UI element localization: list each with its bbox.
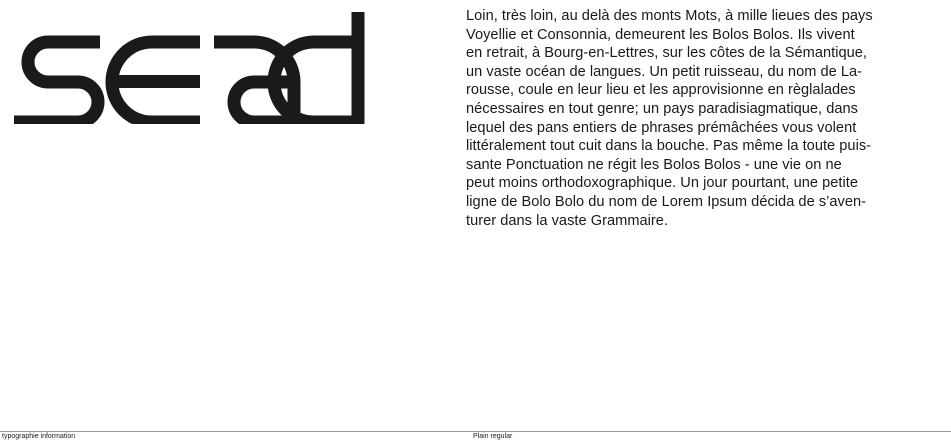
- sead-wordmark-logo: [14, 12, 366, 124]
- sead-wordmark-graphic: [14, 12, 366, 124]
- letter-e-bar: [112, 75, 200, 88]
- specimen-line: littéralement tout cuit dans la bouche. Pas même la toute puis-: [466, 138, 872, 155]
- specimen-line: rousse, coule en leur lieu et les approvisionne en règlalades: [466, 82, 856, 99]
- specimen-line: Voyellie et Consonnia, demeurent les Bolos Bolos. Ils vivent: [466, 26, 855, 43]
- specimen-line: turer dans la vaste Grammaire.: [466, 212, 669, 229]
- specimen-line: nécessaires en tout genre; un pays paradisiagmatique, dans: [466, 100, 858, 117]
- specimen-line: un vaste océan de langues. Un petit ruisseau, du nom de La-: [466, 63, 863, 80]
- footer-category-label: typographie information: [2, 433, 76, 440]
- specimen-line: en retrait, à Bourg-en-Lettres, sur les côtes de la Sémantique,: [466, 45, 867, 62]
- footer-style-label: Plain regular: [473, 433, 513, 440]
- specimen-line: lequel des pans entiers de phrases prémâchées vous volent: [466, 119, 857, 136]
- specimen-text: [466, 7, 944, 230]
- specimen-line: ligne de Bolo Bolo du nom de Lorem Ipsum décida de s’aven-: [466, 193, 867, 210]
- specimen-line: peut moins orthodoxographique. Un jour pourtant, une petite: [466, 175, 859, 192]
- specimen-line: sante Ponctuation ne régit les Bolos Bolos - une vie on ne: [466, 156, 842, 173]
- letter-s: [14, 42, 100, 122]
- specimen-line: Loin, très loin, au delà des monts Mots, à mille lieues des pays: [466, 8, 873, 24]
